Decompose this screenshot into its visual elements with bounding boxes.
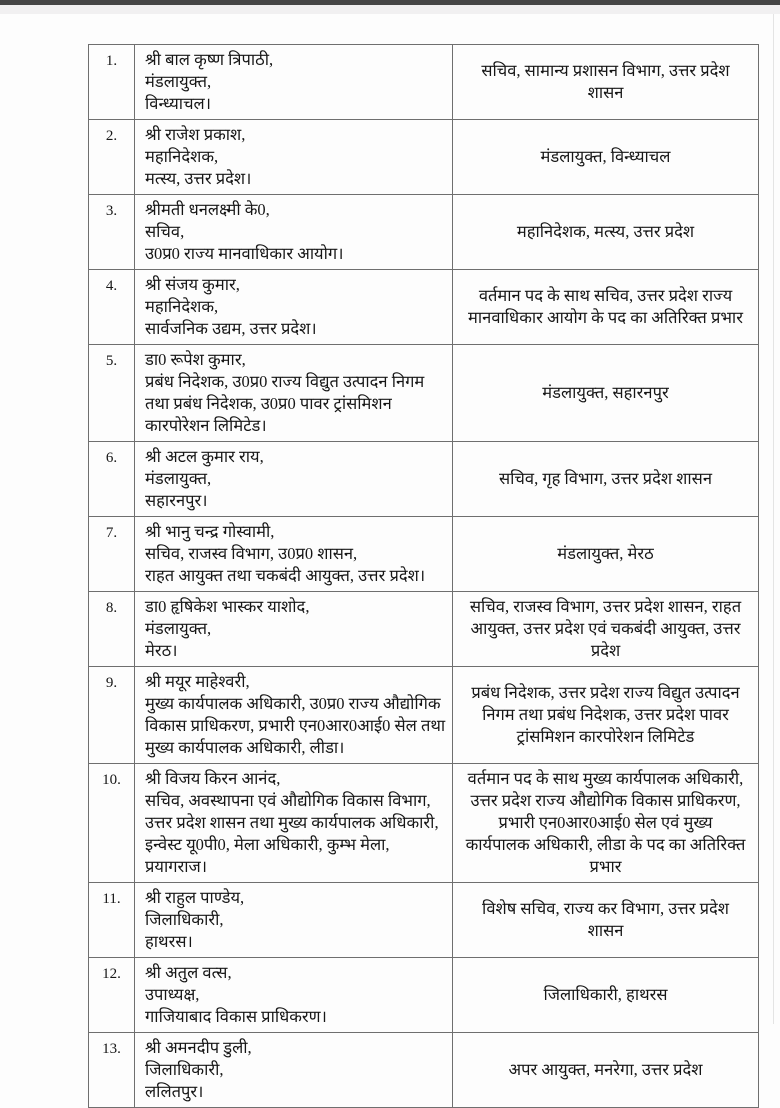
posting-cell: वर्तमान पद के साथ मुख्य कार्यपालक अधिकारी, उत्तर प्रदेश राज्य औद्योगिक विकास प्राधिकरण, प्रभारी एन0आर0आई0 सेल एवं मुख्य कार्यपालक अधिकारी, लीडा के पद का अतिरिक्त प्रभार [453,764,759,883]
serial-number: 13. [89,1033,135,1108]
officer-line: उ0प्र0 राज्य मानवाधिकार आयोग। [145,244,344,263]
officer-cell [135,764,453,883]
officer-cell [135,345,453,442]
photo-top-shadow [0,5,780,14]
serial-number: 12. [89,958,135,1033]
table-row [89,517,759,592]
officer-line: श्री अटल कुमार राय, [145,447,264,466]
officer-line: श्री विजय किरन आनंद, [145,769,281,788]
officer-cell [135,958,453,1033]
table-row [89,442,759,517]
officer-line: सचिव, अवस्थापना एवं औद्योगिक विकास विभाग, [145,791,431,810]
officer-line: श्री राजेश प्रकाश, [145,125,246,144]
officer-cell [135,120,453,195]
officer-line: उत्तर प्रदेश शासन तथा मुख्य कार्यपालक अधिकारी, इन्वेस्ट यू0पी0, मेला अधिकारी, कुम्भ मेला, प्रयागराज। [145,813,439,876]
officer-line: डा0 रूपेश कुमार, [145,350,246,369]
posting-cell: विशेष सचिव, राज्य कर विभाग, उत्तर प्रदेश शासन [453,883,759,958]
posting-cell: जिलाधिकारी, हाथरस [453,958,759,1033]
posting-cell: सचिव, सामान्य प्रशासन विभाग, उत्तर प्रदेश शासन [453,45,759,120]
officer-line: श्रीमती धनलक्ष्मी के0, [145,200,270,219]
table-row [89,958,759,1033]
officer-line: श्री भानु चन्द्र गोस्वामी, [145,522,275,541]
officer-cell [135,442,453,517]
officer-line: जिलाधिकारी, [145,910,224,929]
officer-line: श्री अतुल वत्स, [145,963,232,982]
table-row [89,883,759,958]
posting-cell: महानिदेशक, मत्स्य, उत्तर प्रदेश [453,195,759,270]
officer-line: डा0 हृषिकेश भास्कर याशोद, [145,597,310,616]
posting-cell: मंडलायुक्त, सहारनपुर [453,345,759,442]
officer-line: महानिदेशक, [145,147,219,166]
officer-line: उपाध्यक्ष, [145,985,200,1004]
officer-line: श्री संजय कुमार, [145,275,240,294]
serial-number: 5. [89,345,135,442]
posting-cell: सचिव, गृह विभाग, उत्तर प्रदेश शासन [453,442,759,517]
page-edge-shadow [773,14,774,1024]
table-row [89,345,759,442]
table-row [89,667,759,764]
officer-line: मुख्य कार्यपालक अधिकारी, उ0प्र0 राज्य औद्योगिक विकास प्राधिकरण, प्रभारी एन0आर0आई0 सेल तथा मुख्य कार्यपालक अधिकारी, लीडा। [145,694,446,757]
serial-number: 10. [89,764,135,883]
officer-cell [135,883,453,958]
posting-cell: वर्तमान पद के साथ सचिव, उत्तर प्रदेश राज्य मानवाधिकार आयोग के पद का अतिरिक्त प्रभार [453,270,759,345]
officer-line: गाजियाबाद विकास प्राधिकरण। [145,1007,327,1026]
posting-cell: प्रबंध निदेशक, उत्तर प्रदेश राज्य विद्युत उत्पादन निगम तथा प्रबंध निदेशक, उत्तर प्रदेश पावर ट्रांसमिशन कारपोरेशन लिमिटेड [453,667,759,764]
posting-cell: मंडलायुक्त, विन्ध्याचल [453,120,759,195]
table-row [89,195,759,270]
officer-line: श्री अमनदीप डुली, [145,1038,252,1057]
serial-number: 2. [89,120,135,195]
officer-cell [135,667,453,764]
officer-cell [135,270,453,345]
serial-number: 1. [89,45,135,120]
transfer-order-table [88,44,759,1108]
officer-line: जिलाधिकारी, [145,1060,224,1079]
officer-line: विन्ध्याचल। [145,94,211,113]
table-row [89,270,759,345]
officer-line: मेरठ। [145,641,178,660]
table-row [89,1033,759,1108]
officer-cell [135,517,453,592]
table-row [89,764,759,883]
officer-line: सहारनपुर। [145,491,208,510]
officer-line: श्री बाल कृष्ण त्रिपाठी, [145,50,274,69]
officer-line: सार्वजनिक उद्यम, उत्तर प्रदेश। [145,319,317,338]
officer-line: श्री राहुल पाण्डेय, [145,888,245,907]
officer-line: महानिदेशक, [145,297,219,316]
posting-cell: अपर आयुक्त, मनरेगा, उत्तर प्रदेश [453,1033,759,1108]
serial-number: 3. [89,195,135,270]
table-row [89,45,759,120]
officer-line: मंडलायुक्त, [145,72,212,91]
officer-line: ललितपुर। [145,1082,204,1101]
posting-cell: सचिव, राजस्व विभाग, उत्तर प्रदेश शासन, राहत आयुक्त, उत्तर प्रदेश एवं चकबंदी आयुक्त, उत्तर प्रदेश [453,592,759,667]
posting-cell: मंडलायुक्त, मेरठ [453,517,759,592]
officer-line: मत्स्य, उत्तर प्रदेश। [145,169,252,188]
officer-line: सचिव, [145,222,185,241]
officer-line: मंडलायुक्त, [145,469,212,488]
table-row [89,120,759,195]
serial-number: 7. [89,517,135,592]
officer-line: हाथरस। [145,932,193,951]
serial-number: 6. [89,442,135,517]
officer-line: मंडलायुक्त, [145,619,212,638]
officer-line: राहत आयुक्त तथा चकबंदी आयुक्त, उत्तर प्रदेश। [145,566,426,585]
officer-cell [135,1033,453,1108]
serial-number: 9. [89,667,135,764]
serial-number: 4. [89,270,135,345]
serial-number: 11. [89,883,135,958]
officer-cell [135,592,453,667]
officer-line: सचिव, राजस्व विभाग, उ0प्र0 शासन, [145,544,358,563]
officer-line: प्रबंध निदेशक, उ0प्र0 राज्य विद्युत उत्पादन निगम तथा प्रबंध निदेशक, उ0प्र0 पावर ट्रांसमिशन कारपोरेशन लिमिटेड। [145,372,425,435]
officer-cell [135,45,453,120]
officer-line: श्री मयूर माहेश्वरी, [145,672,250,691]
officer-cell [135,195,453,270]
table-row [89,592,759,667]
serial-number: 8. [89,592,135,667]
